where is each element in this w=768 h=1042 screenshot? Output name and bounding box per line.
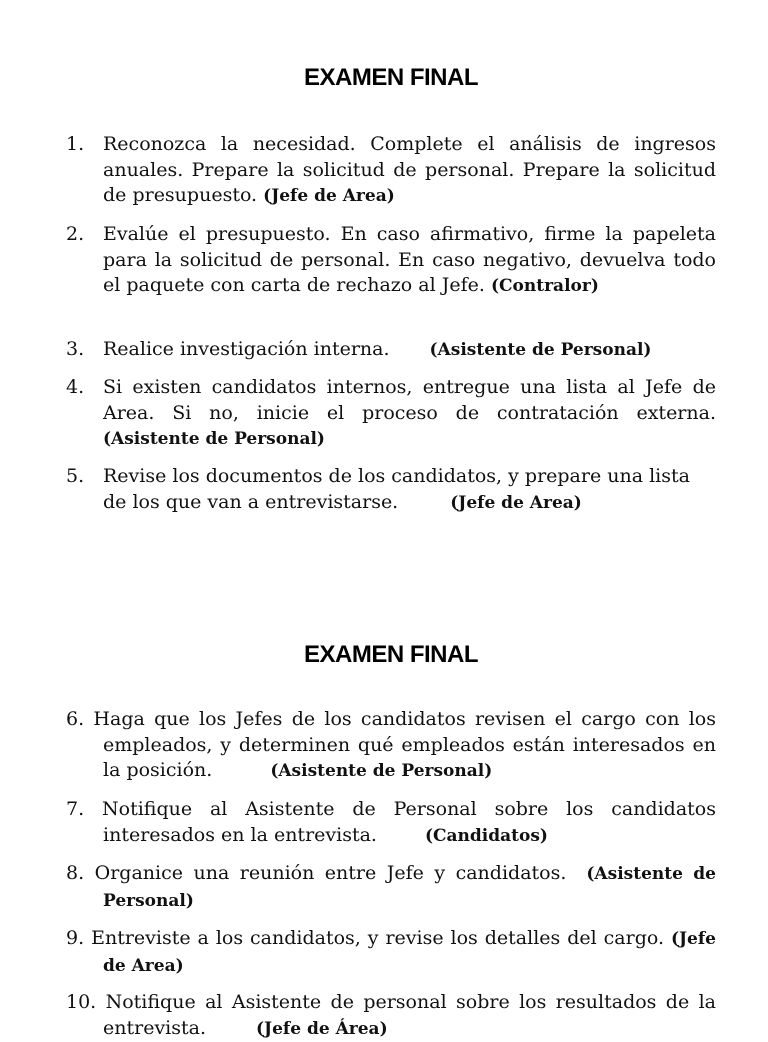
item-text: Haga que los Jefes de los candidatos revisen el cargo con los empleados, y determinen qué empleados están interesados en la posición. (93, 708, 716, 781)
item-role: (Jefe de Area) (103, 929, 716, 976)
item-role: (Asistente de Personal) (103, 864, 716, 911)
list-item-1 (66, 132, 716, 210)
item-role: (Candidatos) (424, 825, 548, 846)
item-text: Realice investigación interna. (103, 338, 390, 360)
heading-exam-1: EXAMEN FINAL (304, 64, 478, 91)
item-text: Evalúe el presupuesto. En caso afirmativo, firme la papeleta para la solicitud de personal. En caso negativo, devuelva todo el paquete con carta de rechazo al Jefe. (103, 223, 716, 296)
item-role: (Contralor) (490, 276, 599, 296)
list-item-7 (66, 797, 716, 849)
list-item-6 (66, 707, 716, 785)
item-number: 6. (66, 708, 85, 730)
item-text: Entreviste a los candidatos, y revise los detalles del cargo. (91, 927, 664, 949)
item-number: 4. (66, 376, 85, 398)
list-item-2 (66, 222, 716, 300)
list-item-4 (66, 375, 716, 453)
item-number: 9. (66, 927, 85, 949)
item-number: 1. (66, 133, 85, 155)
item-number: 5. (66, 465, 85, 487)
item-text: Revise los documentos de los candidatos, y prepare una lista de los que van a entrevistarse. (103, 465, 690, 513)
item-text: Reconozca la necesidad. Complete el análisis de ingresos anuales. Prepare la solicitud de personal. Prepare la solicitud de presupuesto. (103, 133, 716, 206)
item-role: (Jefe de Area) (450, 492, 582, 513)
item-role: (Asistente de Personal) (270, 761, 493, 781)
item-text: Notifique al Asistente de Personal sobre los candidatos interesados en la entrevista. (102, 798, 716, 846)
list-item-10 (66, 990, 716, 1042)
item-number: 2. (66, 223, 85, 245)
item-number: 7. (66, 798, 85, 820)
item-number: 10. (66, 991, 97, 1013)
heading-exam-2: EXAMEN FINAL (304, 641, 478, 668)
item-number: 8. (66, 862, 85, 884)
list-item-5 (66, 464, 716, 516)
item-role: (Asistente de Personal) (429, 340, 652, 360)
item-number: 3. (66, 338, 85, 360)
item-text: Notifique al Asistente de personal sobre los resultados de la entrevista. (103, 991, 716, 1039)
item-role: (Jefe de Area) (263, 186, 395, 206)
list-item-3 (66, 337, 716, 364)
item-role: (Jefe de Área) (256, 1018, 388, 1039)
list-item-9 (66, 926, 716, 979)
item-text: Si existen candidatos internos, entregue una lista al Jefe de Area. Si no, inicie el proceso de contratación externa. (103, 376, 716, 424)
list-item-8 (66, 861, 716, 914)
item-text: Organice una reunión entre Jefe y candidatos. (94, 862, 567, 884)
item-role: (Asistente de Personal) (103, 429, 325, 449)
